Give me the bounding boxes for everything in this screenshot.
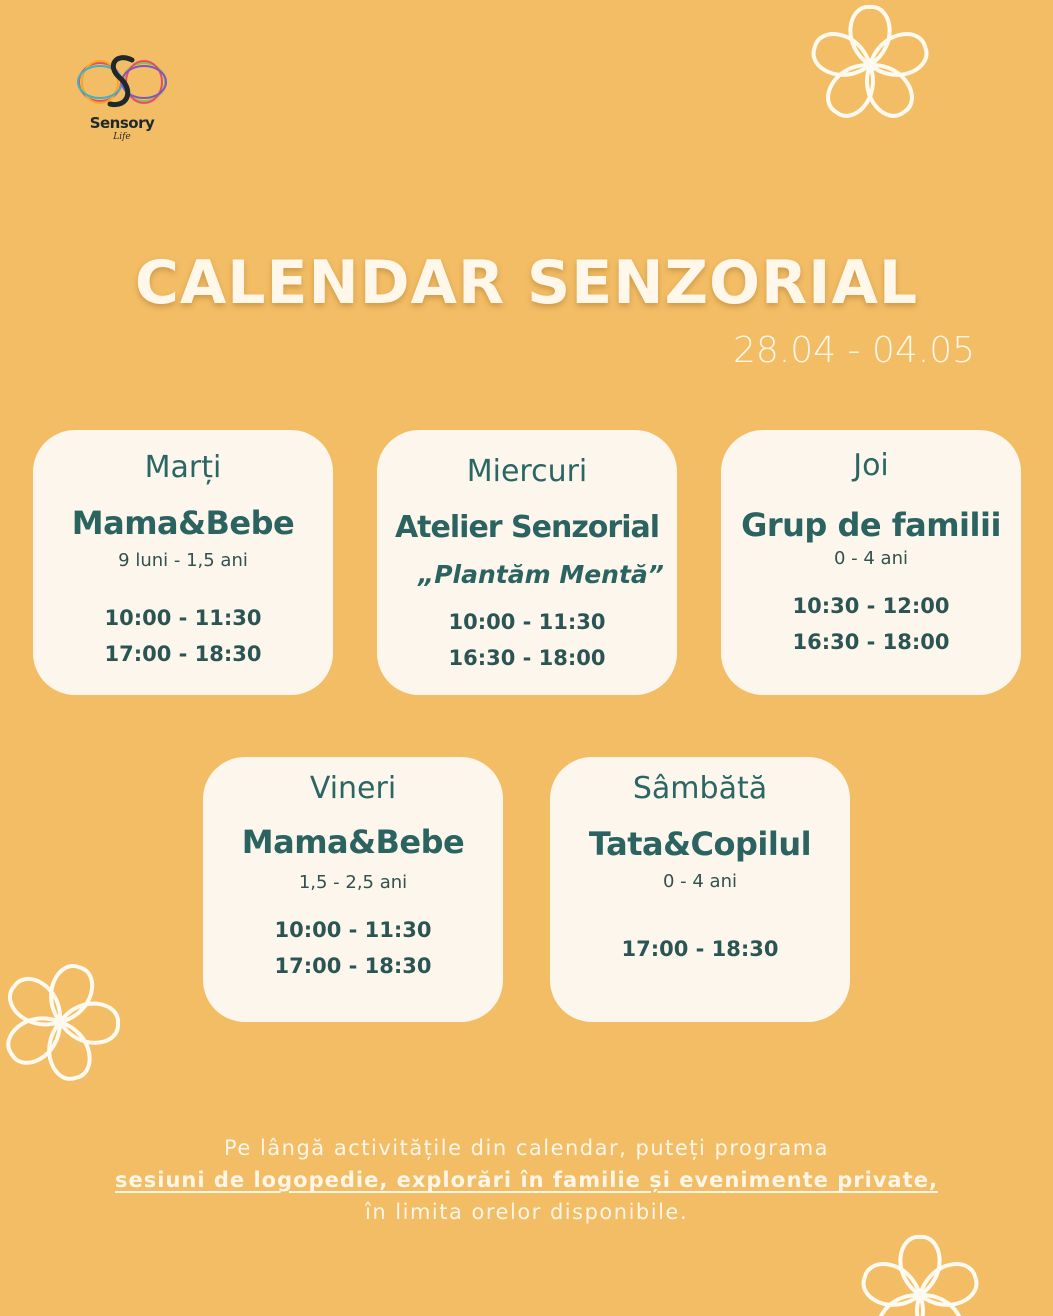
card-activity: Mama&Bebe [71,504,295,542]
sensory-logo-icon [76,52,168,114]
flower-icon [0,950,130,1095]
date-range: 28.04 - 04.05 [733,330,975,371]
footer-line-1: Pe lângă activitățile din calendar, puteți programa [223,1136,830,1160]
card-activity: Atelier Senzorial [394,510,660,545]
card-age: 0 - 4 ani [662,871,737,892]
footer-line-3: în limita orelor disponibile. [364,1200,688,1224]
card-time: 17:00 - 18:30 [274,954,432,978]
schedule-card-wednesday [377,430,677,695]
brand-tagline: Life [113,132,131,142]
card-day: Miercuri [466,454,588,489]
card-time: 10:00 - 11:30 [104,606,262,630]
card-activity: Grup de familii [741,506,1001,544]
card-time: 16:30 - 18:00 [792,630,950,654]
footer-line-2: sesiuni de logopedie, explorări în familie și evenimente private, [115,1168,938,1192]
schedule-card-tuesday [33,430,333,695]
card-time: 17:00 - 18:30 [104,642,262,666]
card-day: Sâmbătă [632,771,768,806]
brand-name: Sensory [89,114,155,132]
card-time: 10:00 - 11:30 [448,610,606,634]
schedule-card-thursday [721,430,1021,695]
card-activity: Tata&Copilul [588,825,812,863]
card-day: Vineri [309,771,397,806]
card-time: 17:00 - 18:30 [621,937,779,961]
flower-icon [800,0,940,130]
card-age: 9 luni - 1,5 ani [118,550,248,571]
card-time: 16:30 - 18:00 [448,646,606,670]
card-subtitle: „Plantăm Mentă” [418,560,664,589]
schedule-card-friday [203,757,503,1022]
schedule-card-saturday [550,757,850,1022]
card-age: 1,5 - 2,5 ani [298,872,408,893]
page-title: CALENDAR SENZORIAL [134,248,919,318]
flower-icon [850,1230,990,1316]
card-age: 0 - 4 ani [833,548,908,569]
card-day: Marți [144,450,222,485]
brand-logo [76,52,168,148]
card-activity: Mama&Bebe [241,823,465,861]
card-day: Joi [853,448,889,483]
card-time: 10:30 - 12:00 [792,594,950,618]
card-time: 10:00 - 11:30 [274,918,432,942]
